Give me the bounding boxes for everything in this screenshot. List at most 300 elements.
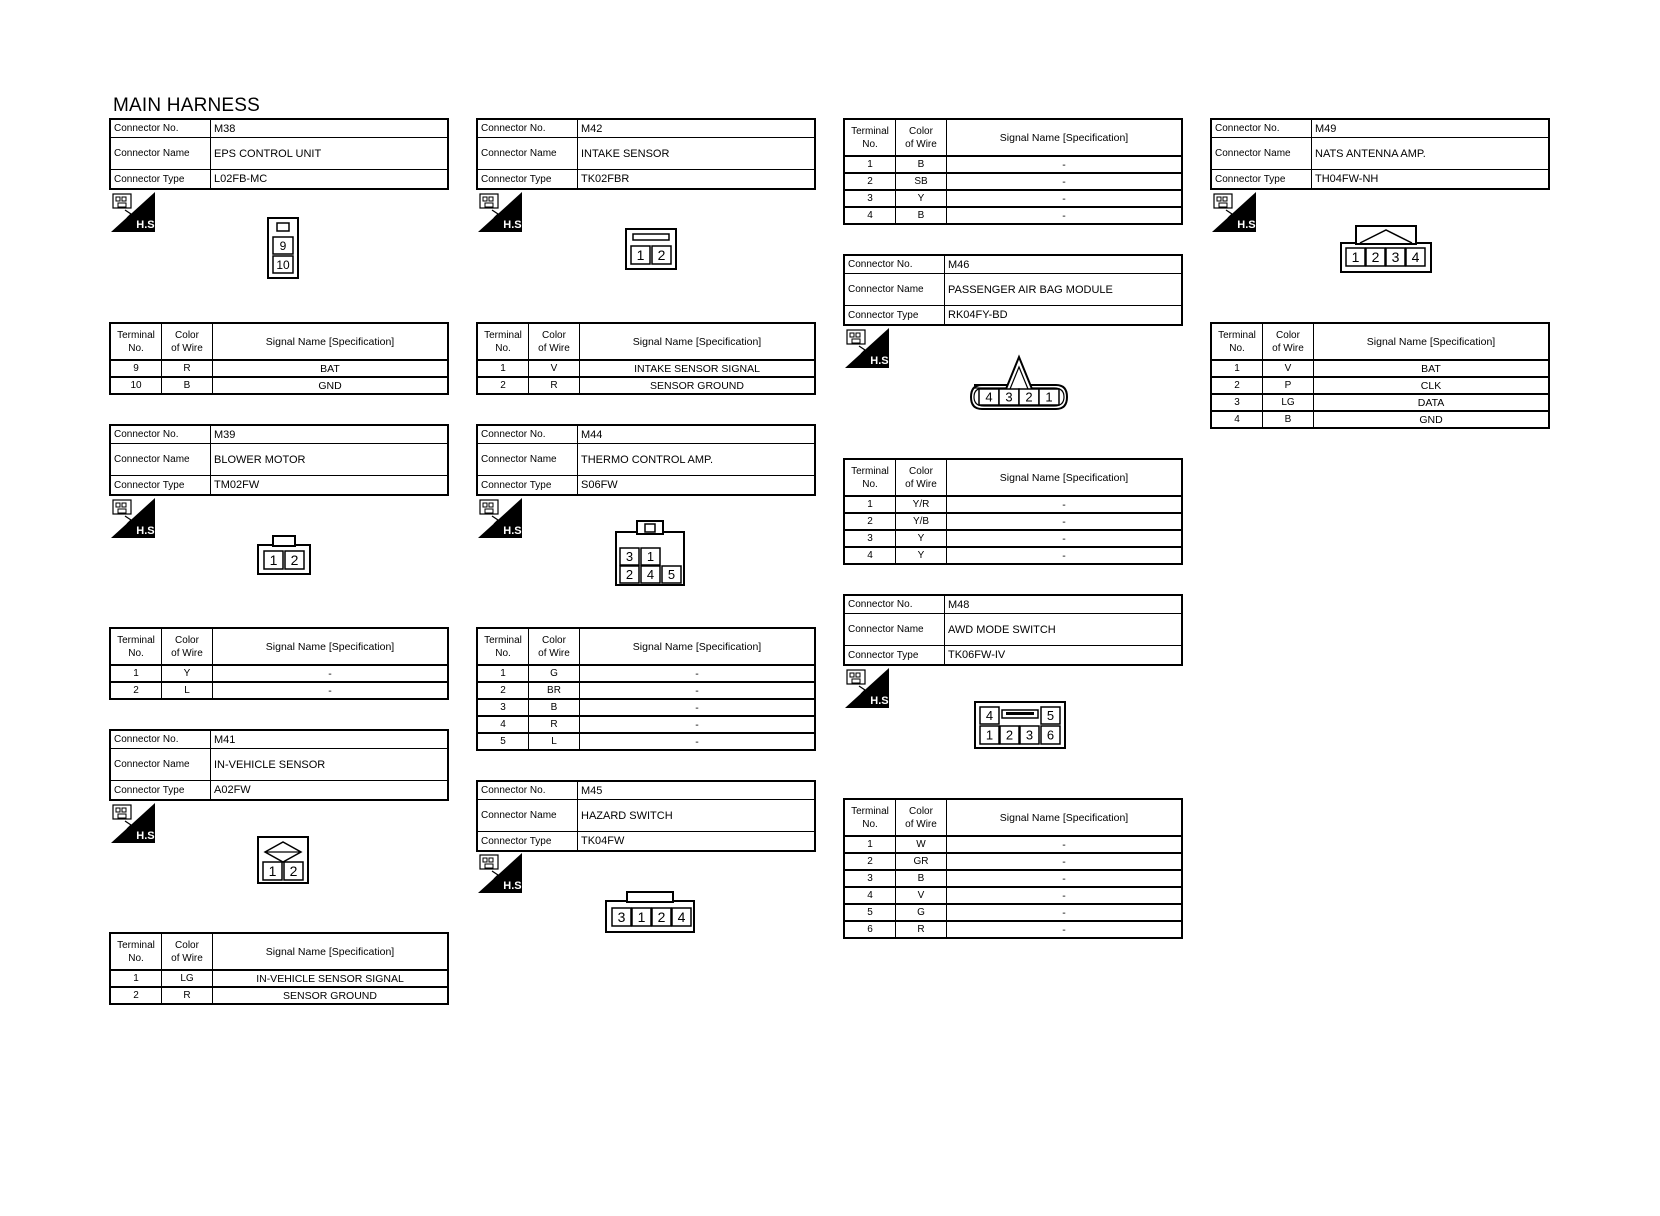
table-row: [845, 514, 1181, 531]
terminal-header-line2: No.: [128, 952, 144, 964]
connector-type-value: A02FW: [214, 784, 251, 796]
table-row: [845, 871, 1181, 888]
color-header-line1: Color: [175, 634, 199, 646]
table-row: [845, 905, 1181, 922]
terminal-no-cell: 2: [845, 514, 896, 529]
terminal-no-cell: 1: [111, 666, 162, 681]
table-row: [111, 683, 447, 698]
terminal-header-line2: No.: [128, 342, 144, 354]
terminal-header-line1: Terminal: [1218, 329, 1256, 341]
color-header-line1: Color: [175, 939, 199, 951]
table-header: [111, 629, 447, 666]
color-of-wire-header: [529, 629, 580, 664]
connector-type-row: [845, 646, 1181, 664]
pin-number-label: 1: [268, 863, 277, 880]
terminal-no-cell: 6: [845, 922, 896, 937]
connector-name-row: [845, 274, 1181, 306]
terminal-no-cell: 4: [1212, 412, 1263, 427]
signal-name-cell: -: [1062, 175, 1066, 188]
table-row: [1212, 378, 1548, 395]
terminal-no-header: [478, 629, 529, 664]
connector-no-row: [478, 426, 814, 444]
table-row: [478, 378, 814, 393]
color-header-line2: of Wire: [171, 952, 203, 964]
wire-color-cell: Y: [162, 666, 213, 681]
connector-type-value: TK04FW: [581, 835, 625, 847]
signal-name-cell: BAT: [1421, 362, 1441, 375]
terminal-no-cell: 4: [845, 888, 896, 903]
connector-no-value: M41: [214, 733, 236, 746]
wire-color-cell: R: [529, 378, 580, 393]
signal-name-cell: -: [1062, 532, 1066, 545]
table-row: [845, 922, 1181, 937]
table-header: [111, 324, 447, 361]
signal-name-cell: IN-VEHICLE SENSOR SIGNAL: [256, 972, 404, 985]
connector-type-row: [1212, 170, 1548, 188]
connector-type-value: TM02FW: [214, 479, 260, 491]
connector-type-value: RK04FY-BD: [948, 309, 1008, 321]
hs-harness-side-icon: [478, 498, 525, 538]
connector-name-label: Connector Name: [478, 138, 578, 169]
connector-name-label: Connector Name: [111, 138, 211, 169]
signal-name-header: Signal Name [Specification]: [999, 811, 1129, 824]
connector-name-value: PASSENGER AIR BAG MODULE: [948, 283, 1113, 296]
terminal-no-cell: 1: [845, 157, 896, 172]
wire-color-cell: G: [529, 666, 580, 681]
connector-no-row: [845, 596, 1181, 614]
connector-header-m42: [476, 118, 816, 190]
signal-name-header: Signal Name [Specification]: [265, 335, 395, 348]
terminal-no-cell: 3: [478, 700, 529, 715]
wire-color-cell: Y/R: [896, 497, 947, 512]
wire-color-cell: V: [529, 361, 580, 376]
table-row: [845, 531, 1181, 548]
color-header-line2: of Wire: [905, 138, 937, 150]
terminal-table-m46: [843, 458, 1183, 565]
table-row: [845, 208, 1181, 223]
svg-text:H.S.: H.S.: [1237, 219, 1259, 231]
color-header-line2: of Wire: [1272, 342, 1304, 354]
signal-name-cell: BAT: [320, 362, 340, 375]
wire-color-cell: V: [1263, 361, 1314, 376]
pin-number-label: 2: [657, 909, 666, 926]
terminal-no-cell: 2: [845, 174, 896, 189]
terminal-table-m38: [109, 322, 449, 395]
pin-number-label: 2: [289, 863, 298, 880]
terminal-table-m48: [843, 798, 1183, 939]
terminal-no-cell: 3: [845, 531, 896, 546]
color-header-line1: Color: [909, 125, 933, 137]
terminal-header-line1: Terminal: [484, 329, 522, 341]
connector-type-label: Connector Type: [478, 832, 578, 850]
connector-no-row: [1212, 120, 1548, 138]
signal-name-cell: -: [1062, 906, 1066, 919]
table-row: [845, 837, 1181, 854]
table-header: [478, 324, 814, 361]
connector-header-m41: [109, 729, 449, 801]
wire-color-cell: GR: [896, 854, 947, 869]
color-of-wire-header: [896, 460, 947, 495]
table-row: [478, 666, 814, 683]
terminal-no-header: [845, 120, 896, 155]
terminal-no-header: [111, 629, 162, 664]
wire-color-cell: V: [896, 888, 947, 903]
terminal-no-cell: 1: [845, 837, 896, 852]
connector-m41-face: [257, 836, 309, 889]
connector-name-value: INTAKE SENSOR: [581, 147, 670, 160]
terminal-no-cell: 1: [845, 497, 896, 512]
connector-type-label: Connector Type: [111, 170, 211, 188]
svg-text:H.S.: H.S.: [870, 355, 892, 367]
signal-name-cell: -: [1062, 498, 1066, 511]
terminal-header-line2: No.: [495, 647, 511, 659]
color-header-line2: of Wire: [905, 818, 937, 830]
connector-name-label: Connector Name: [111, 444, 211, 475]
hs-harness-side-icon: [478, 192, 525, 232]
wire-color-cell: SB: [896, 174, 947, 189]
connector-name-value: EPS CONTROL UNIT: [214, 147, 322, 160]
connector-type-row: [478, 170, 814, 188]
terminal-header-line2: No.: [862, 818, 878, 830]
pin-number-label: 2: [1025, 389, 1033, 405]
signal-name-header: Signal Name [Specification]: [999, 471, 1129, 484]
pin-number-label: 2: [1005, 727, 1014, 743]
color-header-line1: Color: [542, 634, 566, 646]
connector-no-label: Connector No.: [111, 731, 211, 748]
terminal-table-m41: [109, 932, 449, 1005]
pin-number-label: 2: [290, 552, 299, 569]
connector-type-label: Connector Type: [111, 781, 211, 799]
wire-color-cell: B: [1263, 412, 1314, 427]
wire-color-cell: L: [162, 683, 213, 698]
table-row: [111, 361, 447, 378]
table-row: [111, 971, 447, 988]
terminal-no-cell: 4: [478, 717, 529, 732]
terminal-table-m42: [476, 322, 816, 395]
hs-harness-side-icon: [1212, 192, 1259, 232]
connector-type-label: Connector Type: [478, 476, 578, 494]
table-row: [111, 666, 447, 683]
pin-number-label: 4: [1411, 249, 1420, 266]
wire-color-cell: B: [896, 157, 947, 172]
signal-name-cell: SENSOR GROUND: [650, 379, 744, 392]
table-row: [111, 378, 447, 393]
signal-name-cell: SENSOR GROUND: [283, 989, 377, 1002]
connector-type-value: L02FB-MC: [214, 173, 268, 185]
pin-number-label: 10: [276, 257, 290, 272]
connector-m42-face: [625, 228, 677, 275]
table-header: [845, 800, 1181, 837]
pin-number-label: 3: [1025, 727, 1034, 743]
terminal-table-m49: [1210, 322, 1550, 429]
svg-text:H.S.: H.S.: [136, 219, 158, 231]
connector-name-value: THERMO CONTROL AMP.: [581, 453, 714, 466]
connector-no-row: [478, 782, 814, 800]
terminal-no-cell: 2: [478, 683, 529, 698]
signal-name-cell: DATA: [1417, 396, 1445, 409]
terminal-no-cell: 1: [1212, 361, 1263, 376]
connector-type-row: [111, 781, 447, 799]
terminal-header-line2: No.: [1229, 342, 1245, 354]
terminal-header-line1: Terminal: [851, 465, 889, 477]
terminal-header-line1: Terminal: [851, 125, 889, 137]
hs-harness-side-icon: [478, 853, 525, 893]
signal-name-cell: -: [1062, 192, 1066, 205]
pin-number-label: 6: [1046, 727, 1055, 743]
signal-name-cell: -: [1062, 158, 1066, 171]
signal-name-cell: -: [695, 684, 699, 697]
hs-harness-side-icon: [111, 803, 158, 843]
connector-m45-face: [605, 891, 695, 938]
signal-name-cell: -: [1062, 515, 1066, 528]
pin-number-label: 5: [1046, 708, 1055, 724]
connector-no-row: [478, 120, 814, 138]
signal-name-cell: -: [1062, 889, 1066, 902]
connector-type-row: [111, 170, 447, 188]
connector-m48-face: [974, 701, 1066, 754]
wire-color-cell: R: [896, 922, 947, 937]
connector-no-label: Connector No.: [845, 596, 945, 613]
connector-name-label: Connector Name: [111, 749, 211, 780]
terminal-no-cell: 3: [845, 191, 896, 206]
connector-name-row: [111, 749, 447, 781]
terminal-no-cell: 3: [1212, 395, 1263, 410]
connector-name-row: [111, 138, 447, 170]
connector-name-label: Connector Name: [845, 274, 945, 305]
terminal-no-cell: 5: [478, 734, 529, 749]
terminal-no-cell: 2: [111, 988, 162, 1003]
wire-color-cell: BR: [529, 683, 580, 698]
color-header-line2: of Wire: [538, 342, 570, 354]
pin-number-label: 4: [985, 389, 993, 405]
pin-number-label: 4: [985, 708, 994, 724]
table-row: [111, 988, 447, 1003]
signal-name-header: Signal Name [Specification]: [265, 640, 395, 653]
wire-color-cell: Y: [896, 191, 947, 206]
pin-number-label: 1: [269, 552, 278, 569]
signal-name-cell: -: [1062, 923, 1066, 936]
connector-no-value: M46: [948, 258, 970, 271]
terminal-header-line1: Terminal: [117, 634, 155, 646]
pin-number-label: 3: [625, 549, 634, 565]
terminal-no-cell: 2: [1212, 378, 1263, 393]
color-of-wire-header: [162, 629, 213, 664]
terminal-no-header: [845, 800, 896, 835]
connector-no-row: [111, 731, 447, 749]
connector-no-value: M42: [581, 122, 603, 135]
signal-name-header: Signal Name [Specification]: [632, 335, 762, 348]
table-row: [845, 191, 1181, 208]
table-row: [1212, 395, 1548, 412]
table-header: [1212, 324, 1548, 361]
table-row: [845, 157, 1181, 174]
connector-m38-face: [267, 217, 299, 284]
hs-harness-side-icon: [111, 192, 158, 232]
terminal-header-line2: No.: [128, 647, 144, 659]
svg-text:H.S.: H.S.: [503, 525, 525, 537]
terminal-no-cell: 9: [111, 361, 162, 376]
pin-number-label: 2: [657, 247, 666, 264]
pin-number-label: 1: [646, 549, 655, 565]
terminal-no-cell: 3: [845, 871, 896, 886]
connector-type-row: [478, 832, 814, 850]
color-header-line2: of Wire: [905, 478, 937, 490]
terminal-header-line1: Terminal: [851, 805, 889, 817]
connector-no-label: Connector No.: [111, 120, 211, 137]
wire-color-cell: Y/B: [896, 514, 947, 529]
connector-type-value: TK02FBR: [581, 173, 630, 185]
color-header-line2: of Wire: [171, 647, 203, 659]
wire-color-cell: W: [896, 837, 947, 852]
table-row: [1212, 361, 1548, 378]
signal-name-cell: -: [1062, 209, 1066, 222]
pin-number-label: 5: [667, 567, 676, 583]
pin-number-label: 1: [636, 247, 645, 264]
pin-number-label: 3: [1005, 389, 1013, 405]
hs-harness-side-icon: [111, 498, 158, 538]
signal-name-cell: -: [328, 667, 332, 680]
pin-number-label: 1: [985, 727, 994, 743]
signal-name-header: Signal Name [Specification]: [265, 945, 395, 958]
terminal-no-cell: 10: [111, 378, 162, 393]
svg-text:H.S.: H.S.: [136, 830, 158, 842]
connector-type-row: [478, 476, 814, 494]
terminal-header-line2: No.: [495, 342, 511, 354]
table-row: [845, 888, 1181, 905]
pin-number-label: 4: [677, 909, 686, 926]
table-header: [478, 629, 814, 666]
signal-name-cell: -: [1062, 872, 1066, 885]
connector-header-m45: [476, 780, 816, 852]
wire-color-cell: Y: [896, 548, 947, 563]
signal-name-cell: CLK: [1420, 379, 1442, 392]
wire-color-cell: B: [896, 871, 947, 886]
pin-number-label: 3: [1391, 249, 1400, 266]
svg-text:H.S.: H.S.: [503, 880, 525, 892]
terminal-header-line1: Terminal: [484, 634, 522, 646]
connector-no-value: M48: [948, 598, 970, 611]
terminal-no-header: [845, 460, 896, 495]
color-of-wire-header: [162, 934, 213, 969]
terminal-no-cell: 4: [845, 548, 896, 563]
connector-name-row: [478, 800, 814, 832]
signal-name-cell: -: [1062, 838, 1066, 851]
terminal-no-header: [1212, 324, 1263, 359]
connector-m46-face: [968, 353, 1070, 416]
connector-type-label: Connector Type: [111, 476, 211, 494]
connector-name-row: [111, 444, 447, 476]
signal-name-cell: -: [328, 684, 332, 697]
table-row: [845, 497, 1181, 514]
table-row: [478, 734, 814, 749]
connector-name-value: BLOWER MOTOR: [214, 453, 306, 466]
terminal-no-header: [478, 324, 529, 359]
connector-name-row: [1212, 138, 1548, 170]
wire-color-cell: L: [529, 734, 580, 749]
terminal-no-cell: 2: [111, 683, 162, 698]
signal-name-cell: INTAKE SENSOR SIGNAL: [634, 362, 760, 375]
pin-number-label: 2: [1371, 249, 1380, 266]
connector-type-row: [111, 476, 447, 494]
color-of-wire-header: [1263, 324, 1314, 359]
terminal-no-header: [111, 934, 162, 969]
color-of-wire-header: [896, 120, 947, 155]
terminal-no-cell: 1: [478, 361, 529, 376]
connector-no-label: Connector No.: [111, 426, 211, 443]
connector-m49-face: [1340, 225, 1432, 278]
connector-type-label: Connector Type: [1212, 170, 1312, 188]
signal-name-cell: GND: [1419, 413, 1443, 426]
signal-name-header: Signal Name [Specification]: [632, 640, 762, 653]
pin-number-label: 2: [625, 567, 634, 583]
terminal-table-m44: [476, 627, 816, 751]
table-header: [111, 934, 447, 971]
connector-type-label: Connector Type: [478, 170, 578, 188]
hs-harness-side-icon: [845, 668, 892, 708]
connector-name-value: IN-VEHICLE SENSOR: [214, 758, 326, 771]
connector-name-value: HAZARD SWITCH: [581, 809, 673, 822]
signal-name-cell: -: [695, 718, 699, 731]
svg-text:H.S.: H.S.: [136, 525, 158, 537]
wire-color-cell: B: [162, 378, 213, 393]
connector-header-m44: [476, 424, 816, 496]
terminal-no-cell: 1: [478, 666, 529, 681]
table-row: [1212, 412, 1548, 427]
terminal-no-cell: 2: [845, 854, 896, 869]
connector-type-value: S06FW: [581, 479, 618, 491]
color-of-wire-header: [162, 324, 213, 359]
table-row: [845, 548, 1181, 563]
pin-number-label: 4: [646, 567, 655, 583]
terminal-table-m45tbl: [843, 118, 1183, 225]
connector-no-row: [111, 426, 447, 444]
connector-type-label: Connector Type: [845, 306, 945, 324]
hs-harness-side-icon: [845, 328, 892, 368]
connector-name-value: NATS ANTENNA AMP.: [1315, 147, 1426, 160]
table-row: [478, 700, 814, 717]
connector-no-row: [111, 120, 447, 138]
connector-header-m49: [1210, 118, 1550, 190]
wire-color-cell: R: [529, 717, 580, 732]
connector-name-row: [478, 444, 814, 476]
terminal-no-cell: 5: [845, 905, 896, 920]
wire-color-cell: B: [529, 700, 580, 715]
connector-no-label: Connector No.: [478, 120, 578, 137]
table-row: [845, 174, 1181, 191]
connector-no-value: M44: [581, 428, 603, 441]
pin-number-label: 1: [637, 909, 646, 926]
connector-type-value: TH04FW-NH: [1315, 173, 1379, 185]
wire-color-cell: LG: [162, 971, 213, 986]
table-header: [845, 120, 1181, 157]
connector-name-label: Connector Name: [845, 614, 945, 645]
connector-type-value: TK06FW-IV: [948, 649, 1006, 661]
connector-header-m38: [109, 118, 449, 190]
connector-type-label: Connector Type: [845, 646, 945, 664]
wire-color-cell: G: [896, 905, 947, 920]
connector-no-value: M45: [581, 784, 603, 797]
table-row: [478, 361, 814, 378]
wire-color-cell: R: [162, 988, 213, 1003]
connector-header-m48: [843, 594, 1183, 666]
signal-name-cell: GND: [318, 379, 342, 392]
color-header-line1: Color: [175, 329, 199, 341]
color-of-wire-header: [896, 800, 947, 835]
terminal-no-cell: 4: [845, 208, 896, 223]
connector-no-value: M39: [214, 428, 236, 441]
terminal-header-line1: Terminal: [117, 939, 155, 951]
color-header-line1: Color: [1276, 329, 1300, 341]
